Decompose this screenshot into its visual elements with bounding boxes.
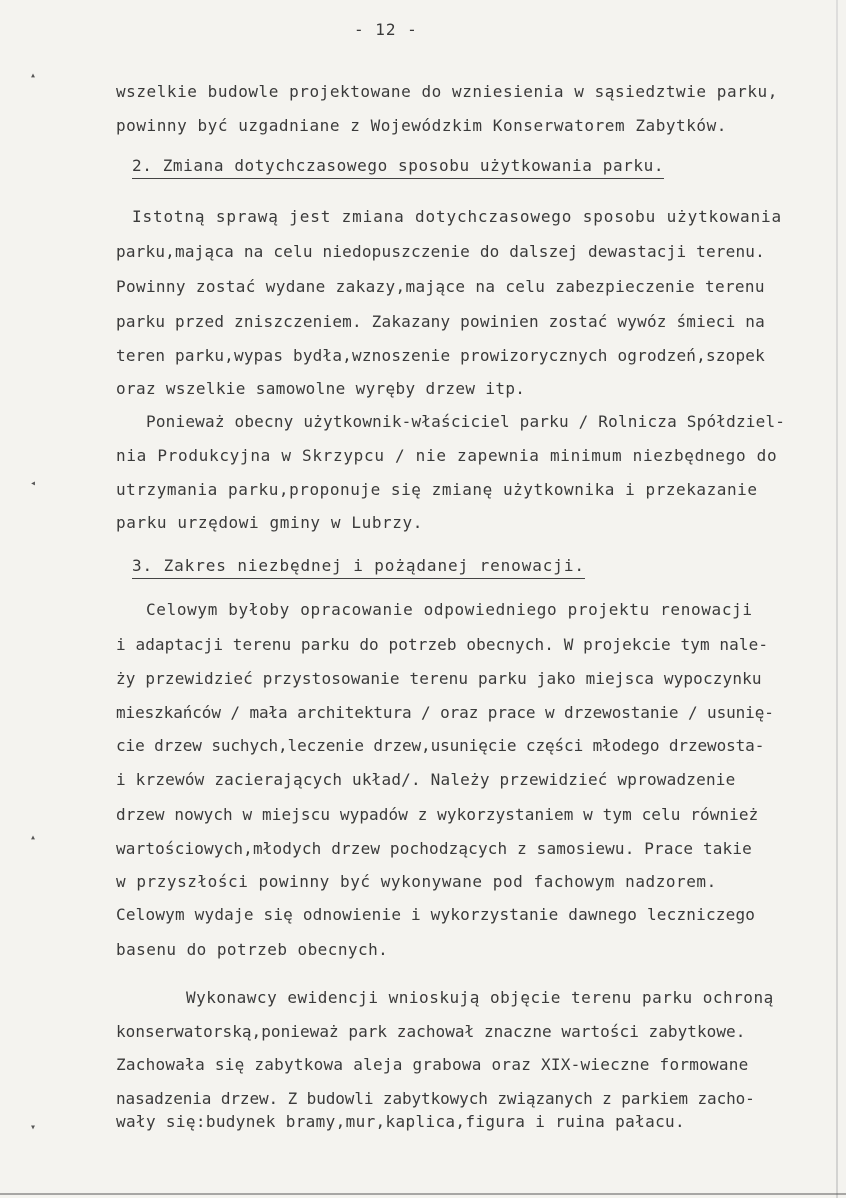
text-line: basenu do potrzeb obecnych. — [116, 940, 389, 959]
page-edge-shadow — [836, 0, 838, 1198]
text-line: nia Produkcyjna w Skrzypcu / nie zapewnia minimum niezbędnego do — [116, 446, 778, 465]
text-line: Celowym byłoby opracowanie odpowiedniego projektu renowacji — [146, 600, 753, 619]
text-line: Powinny zostać wydane zakazy,mające na celu zabezpieczenie terenu — [116, 277, 765, 296]
margin-mark: ◂ — [30, 478, 37, 489]
text-line: teren parku,wypas bydła,wznoszenie prowizorycznych ogrodzeń,szopek — [116, 346, 765, 365]
text-line: parku urzędowi gminy w Lubrzy. — [116, 513, 423, 532]
text-line: Ponieważ obecny użytkownik-właściciel parku / Rolnicza Spółdziel- — [146, 412, 786, 431]
section-heading-2: 2. Zmiana dotychczasowego sposobu użytkowania parku. — [132, 156, 664, 179]
text-line: konserwatorską,ponieważ park zachował znaczne wartości zabytkowe. — [116, 1022, 746, 1041]
text-line: powinny być uzgadniane z Wojewódzkim Konserwatorem Zabytków. — [116, 116, 727, 135]
text-line: parku,mająca na celu niedopuszczenie do dalszej dewastacji terenu. — [116, 242, 765, 261]
section-heading-3: 3. Zakres niezbędnej i pożądanej renowacji. — [132, 556, 585, 579]
text-line: Wykonawcy ewidencji wnioskują objęcie terenu parku ochroną — [186, 988, 774, 1007]
text-line: drzew nowych w miejscu wypadów z wykorzystaniem w tym celu również — [116, 805, 759, 824]
text-line: i krzewów zacierających układ/. Należy przewidzieć wprowadzenie — [116, 770, 736, 789]
text-line: wały się:budynek bramy,mur,kaplica,figura i ruina pałacu. — [116, 1112, 686, 1131]
text-line: Zachowała się zabytkowa aleja grabowa oraz XIX-wieczne formowane — [116, 1055, 749, 1074]
text-line: Istotną sprawą jest zmiana dotychczasowego sposobu użytkowania — [132, 207, 782, 226]
page-number: - 12 - — [354, 20, 418, 39]
text-line: oraz wszelkie samowolne wyręby drzew itp. — [116, 379, 526, 398]
text-line: cie drzew suchych,leczenie drzew,usunięcie części młodego drzewosta- — [116, 736, 765, 755]
margin-mark: ▴ — [30, 832, 37, 843]
text-line: w przyszłości powinny być wykonywane pod fachowym nadzorem. — [116, 872, 717, 891]
text-line: nasadzenia drzew. Z budowli zabytkowych związanych z parkiem zacho- — [116, 1089, 755, 1108]
page-bottom-edge — [0, 1193, 846, 1195]
text-line: wartościowych,młodych drzew pochodzących z samosiewu. Prace takie — [116, 839, 752, 858]
margin-mark: ▾ — [30, 1122, 37, 1133]
text-line: wszelkie budowle projektowane do wzniesienia w sąsiedztwie parku, — [116, 82, 778, 101]
text-line: i adaptacji terenu parku do potrzeb obecnych. W projekcie tym nale- — [116, 635, 769, 654]
text-line: utrzymania parku,proponuje się zmianę użytkownika i przekazanie — [116, 480, 758, 499]
text-line: Celowym wydaje się odnowienie i wykorzystanie dawnego leczniczego — [116, 905, 756, 924]
text-line: ży przewidzieć przystosowanie terenu parku jako miejsca wypoczynku — [116, 669, 762, 688]
text-line: mieszkańców / mała architektura / oraz prace w drzewostanie / usunię- — [116, 703, 774, 722]
margin-mark: ▴ — [30, 70, 37, 81]
text-line: parku przed zniszczeniem. Zakazany powinien zostać wywóz śmieci na — [116, 312, 765, 331]
